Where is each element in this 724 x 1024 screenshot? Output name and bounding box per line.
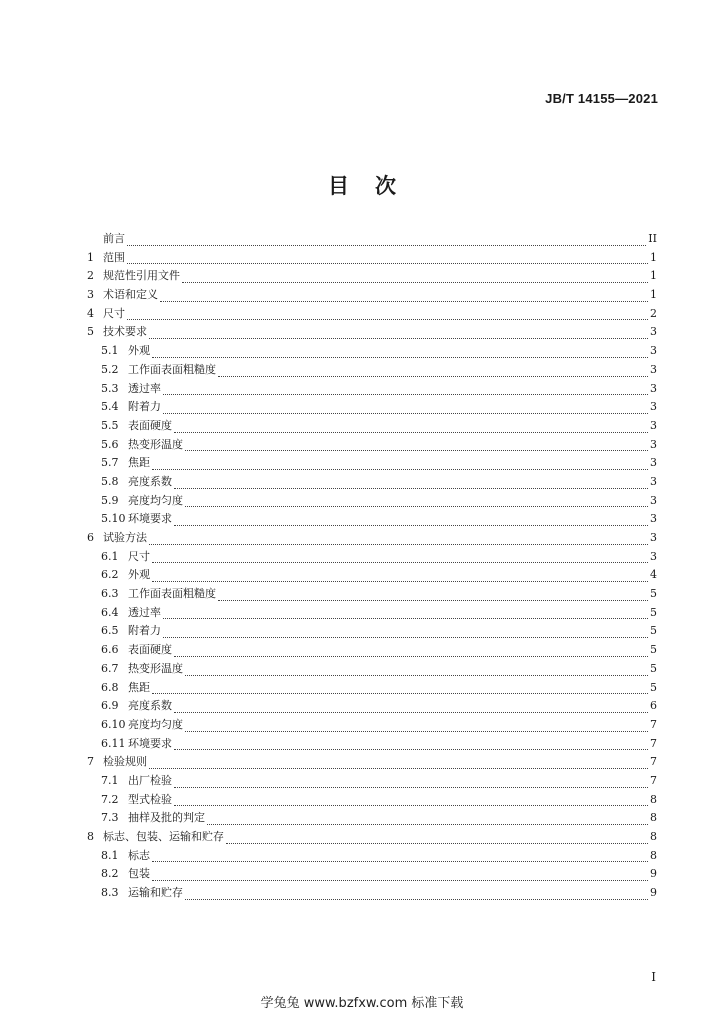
toc-entry-page: 6 <box>650 699 657 713</box>
toc-entry-number: 6.9 <box>101 699 119 713</box>
toc-entry-label: 附着力 <box>128 400 161 414</box>
toc-entry[interactable] <box>87 286 657 305</box>
toc-entry-label: 包装 <box>128 867 150 881</box>
toc-dot-leader <box>163 413 648 414</box>
toc-entry[interactable] <box>87 454 657 473</box>
toc-entry-number: 7.1 <box>101 773 119 787</box>
toc-entry-page: 3 <box>650 549 657 563</box>
toc-entry-number: 6.2 <box>101 568 119 582</box>
toc-entry-label: 检验规则 <box>103 755 147 769</box>
toc-entry-page: 5 <box>650 587 657 601</box>
toc-dot-leader <box>174 749 648 750</box>
toc-entry-number: 5 <box>87 325 94 339</box>
toc-entry-label: 出厂检验 <box>128 773 172 787</box>
toc-entry-number: 6.8 <box>101 680 119 694</box>
toc-entry-label: 运输和贮存 <box>128 886 183 900</box>
toc-entry-label: 亮度系数 <box>128 699 172 713</box>
toc-dot-leader <box>127 245 646 246</box>
toc-entry[interactable] <box>87 436 657 455</box>
toc-dot-leader <box>152 581 648 582</box>
toc-entry-label: 焦距 <box>128 680 150 694</box>
toc-dot-leader <box>182 282 648 283</box>
toc-dot-leader <box>149 768 648 769</box>
toc-entry-page: 7 <box>650 736 657 750</box>
toc-dot-leader <box>174 488 648 489</box>
toc-entry[interactable] <box>87 884 657 903</box>
toc-entry-page: 5 <box>650 624 657 638</box>
toc-entry-page: 3 <box>650 456 657 470</box>
toc-entry-page: 2 <box>650 306 657 320</box>
toc-entry-page: 3 <box>650 493 657 507</box>
page-title: 目次 <box>328 174 422 198</box>
toc-entry-label: 标志、包装、运输和贮存 <box>103 830 224 843</box>
toc-entry-label: 外观 <box>128 568 150 582</box>
toc-entry-page: 8 <box>650 848 657 862</box>
toc-entry[interactable] <box>87 510 657 529</box>
toc-entry-label: 焦距 <box>128 456 150 470</box>
toc-entry-number: 2 <box>87 269 94 283</box>
toc-dot-leader <box>163 637 648 638</box>
toc-dot-leader <box>127 263 648 264</box>
toc-entry-number: 8.1 <box>101 848 119 862</box>
toc-entry-label: 工作面表面粗糙度 <box>128 362 216 376</box>
toc-entry[interactable] <box>87 398 657 417</box>
toc-entry-page: 5 <box>650 605 657 619</box>
toc-entry-number: 5.9 <box>101 493 119 507</box>
toc-entry-page: 3 <box>650 437 657 451</box>
toc-entry[interactable] <box>87 380 657 399</box>
toc-entry-page: 8 <box>650 811 657 825</box>
toc-dot-leader <box>152 357 648 358</box>
toc-entry-label: 透过率 <box>128 381 161 395</box>
toc-entry[interactable] <box>87 772 657 791</box>
toc-dot-leader <box>226 843 648 844</box>
toc-dot-leader <box>185 675 648 676</box>
toc-entry[interactable] <box>87 305 657 324</box>
toc-entry[interactable] <box>87 361 657 380</box>
toc-entry[interactable] <box>87 473 657 492</box>
toc-entry[interactable] <box>87 323 657 342</box>
toc-entry-label: 前言 <box>103 232 125 245</box>
toc-entry-label: 规范性引用文件 <box>103 269 180 283</box>
toc-dot-leader <box>174 805 648 806</box>
toc-entry[interactable] <box>87 548 657 567</box>
toc-entry-label: 表面硬度 <box>128 643 172 657</box>
toc-entry-number: 5.2 <box>101 362 119 376</box>
toc-entry[interactable] <box>87 828 657 847</box>
toc-entry-page: 1 <box>650 269 657 283</box>
toc-dot-leader <box>149 338 648 339</box>
toc-entry-page: 3 <box>650 362 657 376</box>
toc-entry-label: 范围 <box>103 250 125 264</box>
toc-entry-page: II <box>648 232 657 245</box>
toc-entry-label: 热变形温度 <box>128 437 183 451</box>
toc-entry-label: 抽样及批的判定 <box>128 811 205 825</box>
toc-entry-page: 3 <box>650 531 657 544</box>
toc-entry-page: 9 <box>650 867 657 881</box>
toc-entry-page: 3 <box>650 418 657 432</box>
toc-entry-number: 8.2 <box>101 867 119 881</box>
toc-entry[interactable] <box>87 267 657 286</box>
toc-entry-number: 6.6 <box>101 643 119 657</box>
toc-entry[interactable] <box>87 679 657 698</box>
toc-entry-label: 表面硬度 <box>128 418 172 432</box>
toc-entry-label: 透过率 <box>128 605 161 619</box>
toc-entry[interactable] <box>87 809 657 828</box>
toc-dot-leader <box>163 394 648 395</box>
watermark-text: 学兔兔 www.bzfxw.com 标准下载 <box>260 996 464 1011</box>
toc-dot-leader <box>160 301 648 302</box>
toc-entry-label: 亮度均匀度 <box>128 717 183 731</box>
toc-entry-page: 8 <box>650 792 657 806</box>
toc-entry[interactable] <box>87 492 657 511</box>
toc-entry[interactable] <box>87 622 657 641</box>
toc-entry-number: 6.10 <box>101 717 126 731</box>
toc-dot-leader <box>127 319 648 320</box>
toc-entry-number: 8 <box>87 830 94 843</box>
toc-entry[interactable] <box>87 791 657 810</box>
toc-entry[interactable] <box>87 753 657 772</box>
toc-entry-number: 6 <box>87 531 94 544</box>
toc-entry[interactable] <box>87 566 657 585</box>
toc-entry-label: 尺寸 <box>128 549 150 563</box>
toc-entry-page: 7 <box>650 755 657 769</box>
toc-entry-number: 6.3 <box>101 587 119 601</box>
toc-entry[interactable] <box>87 230 657 249</box>
toc-entry-page: 3 <box>650 344 657 358</box>
toc-entry-page: 3 <box>650 400 657 414</box>
toc-entry-label: 亮度均匀度 <box>128 493 183 507</box>
toc-entry-label: 外观 <box>128 344 150 358</box>
toc-dot-leader <box>152 861 648 862</box>
toc-entry-page: 5 <box>650 643 657 657</box>
toc-entry[interactable] <box>87 417 657 436</box>
toc-dot-leader <box>185 506 648 507</box>
toc-dot-leader <box>185 899 648 900</box>
toc-entry-page: 7 <box>650 717 657 731</box>
toc-entry[interactable] <box>87 342 657 361</box>
toc-entry[interactable] <box>87 735 657 754</box>
toc-entry-page: 3 <box>650 474 657 488</box>
toc-entry-label: 环境要求 <box>128 512 172 526</box>
toc-entry-page: 1 <box>650 250 657 264</box>
toc-entry-number: 6.11 <box>101 736 126 750</box>
toc-dot-leader <box>185 731 648 732</box>
toc-dot-leader <box>185 450 648 451</box>
toc-entry-label: 工作面表面粗糙度 <box>128 587 216 601</box>
toc-entry-label: 热变形温度 <box>128 661 183 675</box>
toc-entry-page: 4 <box>650 568 657 582</box>
toc-entry[interactable] <box>87 529 657 548</box>
toc-entry-number: 5.4 <box>101 400 119 414</box>
toc-dot-leader <box>174 656 648 657</box>
toc-entry-page: 3 <box>650 512 657 526</box>
toc-entry-number: 8.3 <box>101 886 119 900</box>
toc-entry-number: 5.1 <box>101 344 119 358</box>
toc-entry-number: 3 <box>87 288 94 302</box>
toc-entry-page: 3 <box>650 325 657 339</box>
toc-entry[interactable] <box>87 604 657 623</box>
toc-entry[interactable] <box>87 585 657 604</box>
toc-entry-page: 1 <box>650 288 657 302</box>
toc-entry-number: 5.3 <box>101 381 119 395</box>
toc-dot-leader <box>152 469 648 470</box>
toc-entry[interactable] <box>87 249 657 268</box>
toc-entry-label: 术语和定义 <box>103 288 158 302</box>
toc-entry-label: 试验方法 <box>103 531 147 544</box>
toc-entry[interactable] <box>87 697 657 716</box>
toc-dot-leader <box>174 787 648 788</box>
toc-entry[interactable] <box>87 660 657 679</box>
toc-dot-leader <box>152 693 648 694</box>
toc-dot-leader <box>149 544 648 545</box>
toc-entry-label: 附着力 <box>128 624 161 638</box>
toc-entry-label: 环境要求 <box>128 736 172 750</box>
standard-code: JB/T 14155—2021 <box>545 91 658 106</box>
table-of-contents <box>87 230 657 903</box>
toc-entry-number: 6.5 <box>101 624 119 638</box>
toc-dot-leader <box>218 600 648 601</box>
toc-dot-leader <box>174 712 648 713</box>
toc-entry-page: 5 <box>650 661 657 675</box>
toc-entry-page: 8 <box>650 830 657 843</box>
toc-entry-number: 7.3 <box>101 811 119 825</box>
toc-entry[interactable] <box>87 847 657 866</box>
toc-entry-number: 5.7 <box>101 456 119 470</box>
toc-dot-leader <box>207 824 648 825</box>
toc-entry-label: 亮度系数 <box>128 474 172 488</box>
toc-dot-leader <box>174 525 648 526</box>
toc-entry-number: 6.1 <box>101 549 119 563</box>
toc-entry-number: 1 <box>87 250 94 264</box>
toc-entry[interactable] <box>87 641 657 660</box>
toc-entry-number: 7.2 <box>101 792 119 806</box>
toc-entry[interactable] <box>87 716 657 735</box>
toc-entry-number: 5.8 <box>101 474 119 488</box>
toc-entry-number: 6.7 <box>101 661 119 675</box>
toc-entry-label: 技术要求 <box>103 325 147 339</box>
toc-entry-number: 5.6 <box>101 437 119 451</box>
toc-entry-number: 7 <box>87 755 94 769</box>
toc-entry-page: 9 <box>650 886 657 900</box>
toc-entry-label: 标志 <box>128 848 150 862</box>
toc-dot-leader <box>152 562 648 563</box>
toc-dot-leader <box>218 376 648 377</box>
toc-dot-leader <box>152 880 648 881</box>
toc-entry[interactable] <box>87 865 657 884</box>
toc-dot-leader <box>163 618 648 619</box>
page-number: I <box>651 970 656 984</box>
toc-entry-page: 3 <box>650 381 657 395</box>
toc-dot-leader <box>174 432 648 433</box>
toc-entry-label: 尺寸 <box>103 306 125 320</box>
toc-entry-number: 4 <box>87 306 94 320</box>
toc-entry-number: 6.4 <box>101 605 119 619</box>
toc-entry-page: 7 <box>650 773 657 787</box>
toc-entry-number: 5.5 <box>101 418 119 432</box>
toc-entry-page: 5 <box>650 680 657 694</box>
toc-entry-label: 型式检验 <box>128 792 172 806</box>
toc-entry-number: 5.10 <box>101 512 126 526</box>
